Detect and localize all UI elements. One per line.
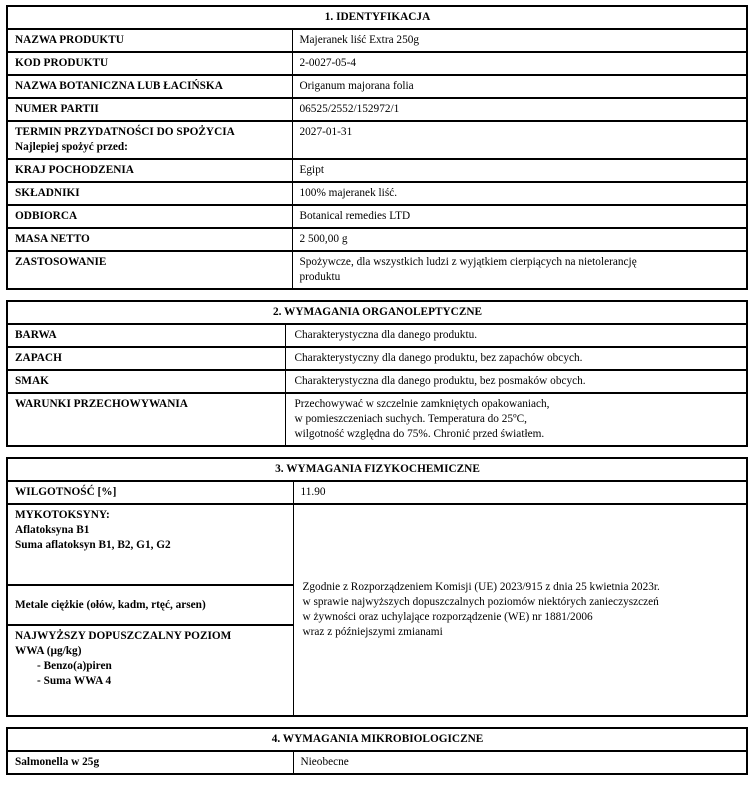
regulation-line2: w sprawie najwyższych dopuszczalnych poziomów niektórych zanieczyszczeń <box>302 596 659 609</box>
row-label-wilgotnosc: WILGOTNOŚĆ [%] <box>7 481 293 504</box>
row-value-skladniki: 100% majeranek liść. <box>292 182 747 205</box>
row-label-wwa <box>7 625 293 716</box>
table-row <box>7 52 747 75</box>
table-row <box>7 504 747 585</box>
warunki-line3: wilgotność względna do 75%. Chronić przed światłem. <box>294 428 545 441</box>
row-label-skladniki: SKŁADNIKI <box>7 182 292 205</box>
wwa-line3: - Benzo(a)piren <box>37 660 112 673</box>
row-value-kod-produktu: 2-0027-05-4 <box>292 52 747 75</box>
row-label-kod-produktu: KOD PRODUKTU <box>7 52 292 75</box>
row-value-salmonella: Nieobecne <box>293 751 747 774</box>
table-row <box>7 324 747 347</box>
row-value-nazwa-produktu: Majeranek liść Extra 250g <box>292 29 747 52</box>
row-label-zastosowanie: ZASTOSOWANIE <box>7 251 292 289</box>
regulation-line4: wraz z późniejszymi zmianami <box>302 626 443 639</box>
mykotoksyny-line1: MYKOTOKSYNY: <box>15 509 110 522</box>
row-value-numer-partii: 06525/2552/152972/1 <box>292 98 747 121</box>
row-label-warunki-przechowywania: WARUNKI PRZECHOWYWANIA <box>7 393 285 446</box>
wwa-line4: - Suma WWA 4 <box>37 675 112 688</box>
section-title-identyfikacja: 1. IDENTYFIKACJA <box>7 6 747 29</box>
warunki-line2: w pomieszczeniach suchych. Temperatura do 25ºC, <box>294 413 527 426</box>
row-value-masa-netto: 2 500,00 g <box>292 228 747 251</box>
row-label-mykotoksyny <box>7 504 293 585</box>
section-header-row <box>7 6 747 29</box>
table-row <box>7 347 747 370</box>
row-label-barwa: BARWA <box>7 324 285 347</box>
table-row <box>7 98 747 121</box>
row-label-nazwa-produktu: NAZWA PRODUKTU <box>7 29 292 52</box>
section-title-fizykochemiczne: 3. WYMAGANIA FIZYKOCHEMICZNE <box>7 458 747 481</box>
row-label-metale-ciezkie: Metale ciężkie (ołów, kadm, rtęć, arsen) <box>7 585 293 625</box>
row-value-zastosowanie-line2: produktu <box>299 271 341 284</box>
wwa-line1: NAJWYŻSZY DOPUSZCZALNY POZIOM <box>15 630 232 643</box>
row-value-wilgotnosc: 11.90 <box>293 481 747 504</box>
table-row <box>7 251 747 289</box>
table-row <box>7 751 747 774</box>
row-label-termin-przydatnosci <box>7 121 292 159</box>
mykotoksyny-line2: Aflatoksyna B1 <box>15 524 90 537</box>
row-label-numer-partii: NUMER PARTII <box>7 98 292 121</box>
regulation-line3: w żywności oraz uchylające rozporządzenie (WE) nr 1881/2006 <box>302 611 593 624</box>
row-label-odbiorca: ODBIORCA <box>7 205 292 228</box>
wwa-line2: WWA (µg/kg) <box>15 645 82 658</box>
section-title-organoleptyczne: 2. WYMAGANIA ORGANOLEPTYCZNE <box>7 301 747 324</box>
row-label-nazwa-botaniczna: NAZWA BOTANICZNA LUB ŁACIŃSKA <box>7 75 292 98</box>
section-identyfikacja <box>6 5 748 290</box>
row-value-warunki-przechowywania <box>285 393 747 446</box>
regulation-line1: Zgodnie z Rozporządzeniem Komisji (UE) 2023/915 z dnia 25 kwietnia 2023r. <box>302 581 660 594</box>
section-header-row <box>7 728 747 751</box>
table-row <box>7 29 747 52</box>
section-title-mikrobiologiczne: 4. WYMAGANIA MIKROBIOLOGICZNE <box>7 728 747 751</box>
mykotoksyny-line3: Suma aflatoksyn B1, B2, G1, G2 <box>15 539 171 552</box>
row-label-zapach: ZAPACH <box>7 347 285 370</box>
row-value-zapach: Charakterystyczny dla danego produktu, bez zapachów obcych. <box>285 347 747 370</box>
section-mikrobiologiczne <box>6 727 748 775</box>
row-value-zastosowanie <box>292 251 747 289</box>
table-row <box>7 159 747 182</box>
section-organoleptyczne <box>6 300 748 447</box>
section-header-row <box>7 301 747 324</box>
table-row <box>7 370 747 393</box>
warunki-line1: Przechowywać w szczelnie zamkniętych opakowaniach, <box>294 398 550 411</box>
row-label-salmonella: Salmonella w 25g <box>7 751 293 774</box>
row-value-kraj-pochodzenia: Egipt <box>292 159 747 182</box>
row-value-regulation <box>293 504 747 716</box>
section-header-row <box>7 458 747 481</box>
row-value-zastosowanie-line1: Spożywcze, dla wszystkich ludzi z wyjątkiem cierpiących na nietolerancję <box>299 256 637 269</box>
table-row <box>7 182 747 205</box>
row-value-termin-przydatnosci: 2027-01-31 <box>292 121 747 159</box>
table-row <box>7 393 747 446</box>
table-row <box>7 481 747 504</box>
row-value-nazwa-botaniczna: Origanum majorana folia <box>292 75 747 98</box>
table-row <box>7 228 747 251</box>
table-row <box>7 205 747 228</box>
row-value-barwa: Charakterystyczna dla danego produktu. <box>285 324 747 347</box>
table-row <box>7 75 747 98</box>
row-label-termin-line2: Najlepiej spożyć przed: <box>15 141 128 154</box>
row-label-termin-line1: TERMIN PRZYDATNOŚCI DO SPOŻYCIA <box>15 126 235 139</box>
section-fizykochemiczne <box>6 457 748 717</box>
row-label-smak: SMAK <box>7 370 285 393</box>
row-value-odbiorca: Botanical remedies LTD <box>292 205 747 228</box>
table-row <box>7 121 747 159</box>
row-label-masa-netto: MASA NETTO <box>7 228 292 251</box>
row-label-kraj-pochodzenia: KRAJ POCHODZENIA <box>7 159 292 182</box>
row-value-smak: Charakterystyczna dla danego produktu, bez posmaków obcych. <box>285 370 747 393</box>
